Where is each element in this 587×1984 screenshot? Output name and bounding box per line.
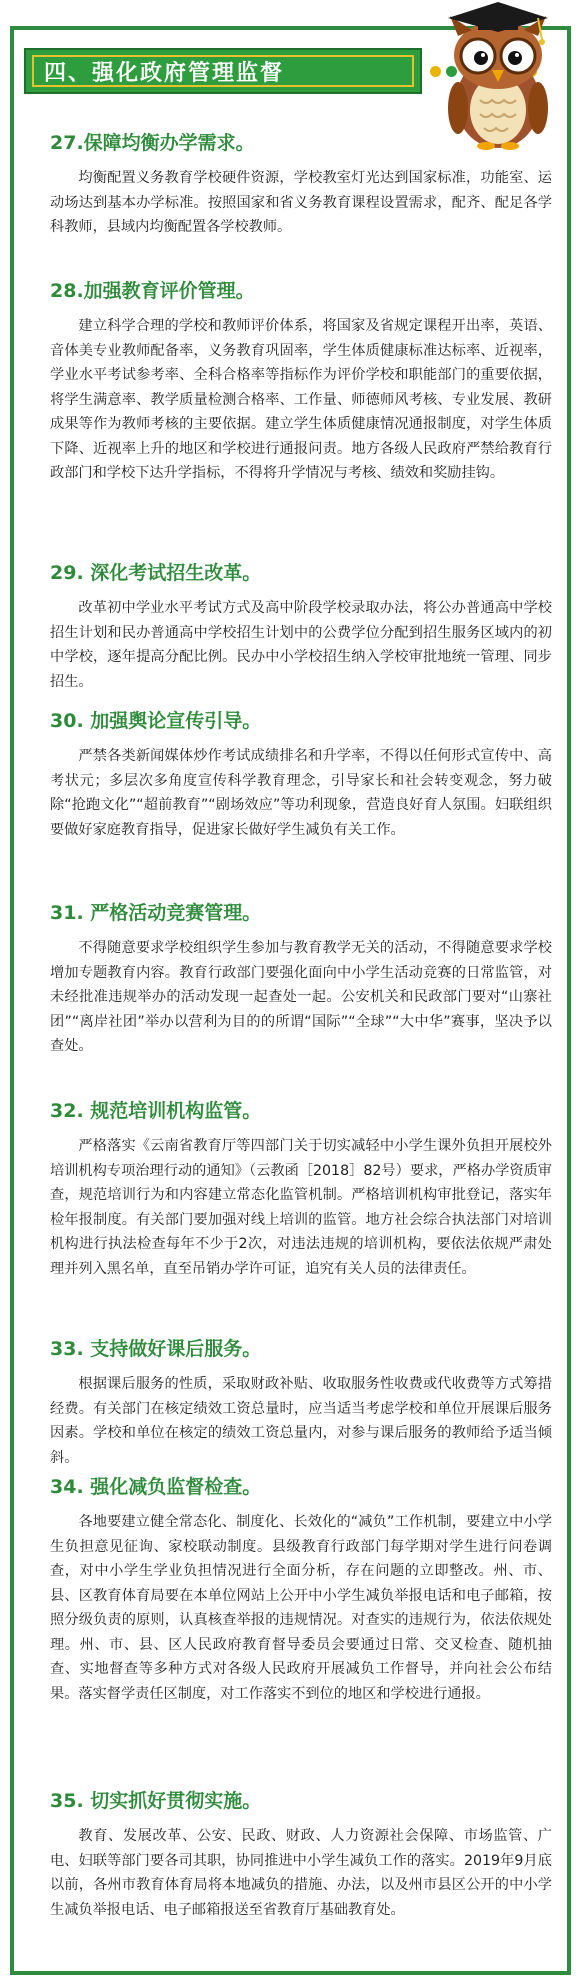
section-27 (50, 130, 552, 240)
owl-graduate-icon (428, 0, 568, 150)
section-34 (50, 1474, 552, 1706)
section-body: 建立科学合理的学校和教师评价体系，将国家及省规定课程开出率，英语、音体美专业教师配备率，义务教育巩固率，学生体质健康标准达标率、近视率，学业水平考试参考率、全科合格率等指标作为评价学校和职能部门的重要依据，将学生满意率、教学质量检测合格率、工作量、师德师风考核、专业发展、教研成果等作为教师考核的主要依据。建立学生体质健康情况通报制度，对学生体质下降、近视率上升的地区和学校进行通报问责。地方各级人民政府严禁给教育行政部门和学校下达升学指标，不得将升学情况与考核、绩效和奖励挂钩。 (50, 318, 552, 481)
section-body: 均衡配置义务教育学校硬件资源，学校教室灯光达到国家标准，功能室、运动场达到基本办学标准。按照国家和省义务教育课程设置需求，配齐、配足各学科教师，县域内均衡配置各学校教师。 (50, 170, 552, 235)
section-body: 各地要建立健全常态化、制度化、长效化的“减负”工作机制，要建立中小学生负担意见征询、家校联动制度。县级教育行政部门每学期对学生进行问卷调查，对中小学生学业负担情况进行全面分析，存在问题的立即整改。州、市、县、区教育体育局要在本单位网站上公开中小学生减负举报电话和电子邮箱，按照分级负责的原则，认真核查举报的违规情况。对查实的违规行为，依法依规处理。州、市、县、区人民政府教育督导委员会要通过日常、交叉检查、随机抽查、实地督查等多种方式对各级人民政府开展减负工作督导，并向社会公布结果。落实督学责任区制度，对工作落实不到位的地区和学校进行通报。 (50, 1514, 552, 1702)
section-banner (24, 48, 422, 94)
section-33 (50, 1336, 552, 1470)
section-28 (50, 278, 552, 486)
section-heading: 35. 切实抓好贯彻实施。 (50, 1790, 262, 1812)
section-heading: 27.保障均衡办学需求。 (50, 132, 255, 154)
section-35 (50, 1788, 552, 1922)
section-heading: 31. 严格活动竞赛管理。 (50, 902, 262, 924)
section-heading: 29. 深化考试招生改革。 (50, 562, 262, 584)
section-32 (50, 1098, 552, 1281)
section-body: 改革初中学业水平考试方式及高中阶段学校录取办法，将公办普通高中学校招生计划和民办普通高中学校招生计划中的公费学位分配到招生服务区域内的初中学校，逐年提高分配比例。民办中小学校招生纳入学校审批地统一管理、同步招生。 (50, 600, 552, 690)
page-title: 四、强化政府管理监督 (44, 60, 285, 86)
section-body: 严格落实《云南省教育厅等四部门关于切实减轻中小学生课外负担开展校外培训机构专项治理行动的通知》（云教函［2018］82号）要求，严格办学资质审查，规范培训行为和内容建立常态化监管机制。严格培训机构审批登记，落实年检年报制度。有关部门要加强对线上培训的监管。地方社会综合执法部门对培训机构进行执法检查每年不少于2次，对违法违规的培训机构，要依法依规严肃处理并列入黑名单，直至吊销办学许可证，追究有关人员的法律责任。 (50, 1138, 552, 1277)
section-body: 教育、发展改革、公安、民政、财政、人力资源社会保障、市场监管、广电、妇联等部门要各司其职，协同推进中小学生减负工作的落实。2019年9月底以前，各州市教育体育局将本地减负的措施、办法，以及州市县区公开的中小学生减负举报电话、电子邮箱报送至省教育厅基础教育处。 (50, 1828, 552, 1918)
section-heading: 28.加强教育评价管理。 (50, 280, 255, 302)
section-body: 严禁各类新闻媒体炒作考试成绩排名和升学率，不得以任何形式宣传中、高考状元；多层次多角度宣传科学教育理念，引导家长和社会转变观念，努力破除“抢跑文化”“超前教育”“剧场效应”等功利现象，营造良好育人氛围。妇联组织要做好家庭教育指导，促进家长做好学生减负有关工作。 (50, 748, 552, 838)
section-heading: 30. 加强舆论宣传引导。 (50, 710, 262, 732)
section-heading: 34. 强化减负监督检查。 (50, 1476, 262, 1498)
section-body: 根据课后服务的性质，采取财政补贴、收取服务性收费或代收费等方式筹措经费。有关部门在核定绩效工资总量时，应当适当考虑学校和单位开展课后服务因素。学校和单位在核定的绩效工资总量内，对参与课后服务的教师给予适当倾斜。 (50, 1376, 552, 1466)
banner-inner-border (32, 55, 414, 87)
section-31 (50, 900, 552, 1059)
section-heading: 32. 规范培训机构监管。 (50, 1100, 262, 1122)
section-29 (50, 560, 552, 694)
section-30 (50, 708, 552, 842)
section-body: 不得随意要求学校组织学生参加与教育教学无关的活动，不得随意要求学校增加专题教育内容。教育行政部门要强化面向中小学生活动竞赛的日常监管，对未经批准违规举办的活动发现一起查处一起。公安机关和民政部门要对“山寨社团”“离岸社团”举办以营利为目的的所谓“国际”“全球”“大中华”赛事，坚决予以查处。 (50, 940, 552, 1054)
section-heading: 33. 支持做好课后服务。 (50, 1338, 262, 1360)
